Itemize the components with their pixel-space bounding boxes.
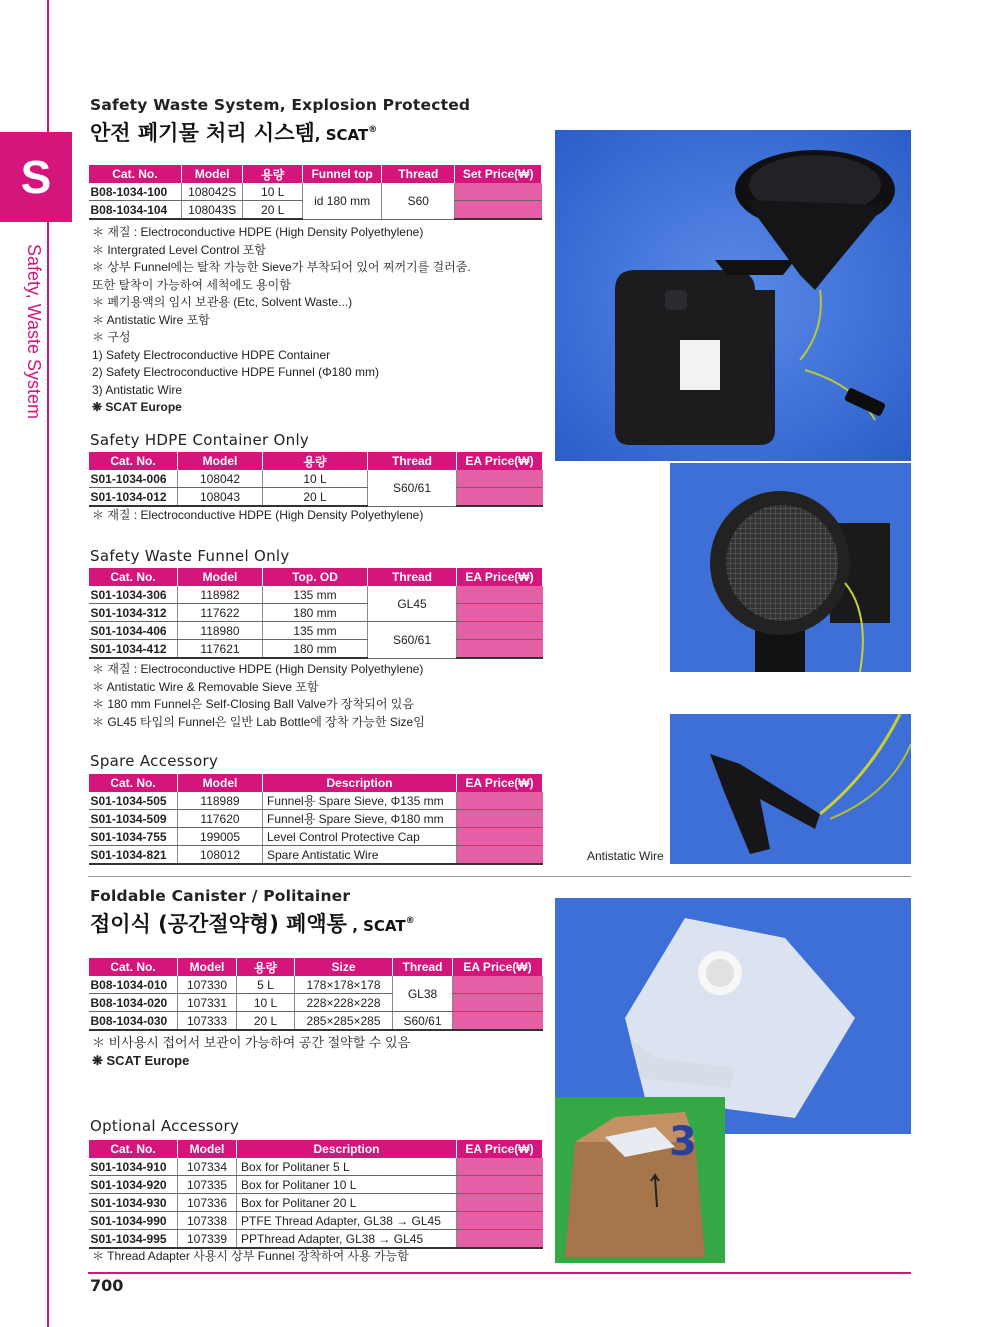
- col-price: EA Price(₩): [457, 774, 543, 792]
- model: 199005: [178, 828, 263, 846]
- capacity: 10 L: [237, 994, 295, 1012]
- table-row: [89, 1230, 543, 1249]
- sec1-title-kr: 안전 폐기물 처리 시스템, SCAT®: [90, 121, 378, 145]
- model: 107334: [178, 1158, 237, 1176]
- col-cat: Cat. No.: [89, 452, 178, 470]
- col-funnel-top: Funnel top: [302, 165, 381, 183]
- origin-note: ❋ SCAT Europe: [92, 1052, 190, 1068]
- model: 107335: [178, 1176, 237, 1194]
- table-row: [89, 976, 543, 994]
- model: 118982: [178, 586, 263, 604]
- description: PPThread Adapter, GL38 → GL45: [237, 1230, 457, 1249]
- price-cell: [457, 810, 543, 828]
- model: 108043: [178, 488, 263, 507]
- model: 108042: [178, 470, 263, 488]
- col-capacity: 용량: [237, 958, 295, 976]
- cat-no: B08-1034-030: [89, 1012, 178, 1031]
- table-row: [89, 1158, 543, 1176]
- note: ＊ Intergrated Level Control 포함: [92, 242, 266, 257]
- cat-no: S01-1034-755: [89, 828, 178, 846]
- cat-no: S01-1034-006: [89, 470, 178, 488]
- model: 118980: [178, 622, 263, 640]
- cat-no: S01-1034-505: [89, 792, 178, 810]
- price-cell: [457, 1158, 543, 1176]
- model: 108012: [178, 846, 263, 865]
- product-photo-box: [555, 1097, 725, 1263]
- cat-no: B08-1034-104: [89, 201, 182, 220]
- cat-no: S01-1034-920: [89, 1176, 178, 1194]
- price-cell: [457, 1230, 543, 1249]
- cat-no: S01-1034-995: [89, 1230, 178, 1249]
- col-thread: Thread: [393, 958, 453, 976]
- model: 107331: [178, 994, 237, 1012]
- model: 107333: [178, 1012, 237, 1031]
- table-row: [89, 828, 543, 846]
- description: Box for Politaner 10 L: [237, 1176, 457, 1194]
- note: ＊ GL45 타입의 Funnel은 일반 Lab Bottle에 장착 가능한 Size임: [92, 714, 425, 729]
- table-row: [89, 488, 543, 507]
- funnel-top: id 180 mm: [302, 183, 381, 219]
- model: 108042S: [181, 183, 243, 201]
- note: ＊ Antistatic Wire 포함: [92, 312, 210, 327]
- sec3-table: [88, 568, 543, 659]
- sec2-title: Safety HDPE Container Only: [90, 431, 310, 449]
- price-cell: [457, 640, 543, 659]
- col-price: EA Price(₩): [457, 568, 543, 586]
- col-cat: Cat. No.: [89, 774, 178, 792]
- price-cell: [453, 976, 543, 994]
- cat-no: S01-1034-821: [89, 846, 178, 865]
- col-description: Description: [237, 1140, 457, 1158]
- description: Box for Politaner 20 L: [237, 1194, 457, 1212]
- page-number: 700: [90, 1276, 124, 1295]
- note: ＊ 180 mm Funnel은 Self-Closing Ball Valve가 장착되어 있음: [92, 697, 414, 711]
- col-description: Description: [263, 774, 457, 792]
- capacity: 20 L: [263, 488, 368, 507]
- col-top-od: Top. OD: [263, 568, 368, 586]
- price-cell: [455, 201, 542, 220]
- col-cat: Cat. No.: [89, 1140, 178, 1158]
- note: 3) Antistatic Wire: [92, 382, 183, 397]
- price-cell: [457, 1176, 543, 1194]
- col-cat: Cat. No.: [89, 958, 178, 976]
- note: ＊ 재질 : Electroconductive HDPE (High Density Polyethylene): [92, 508, 424, 522]
- model: 107330: [178, 976, 237, 994]
- price-cell: [457, 470, 543, 488]
- note: 2) Safety Electroconductive HDPE Funnel (Φ180 mm): [92, 365, 380, 379]
- model: 117620: [178, 810, 263, 828]
- col-size: Size: [295, 958, 393, 976]
- description: Funnel용 Spare Sieve, Φ135 mm: [263, 792, 457, 810]
- top-od: 180 mm: [263, 640, 368, 659]
- product-photo-funnel-sieve: [670, 463, 911, 672]
- note: ＊ 상부 Funnel에는 탈착 가능한 Sieve가 부착되어 있어 찌꺼기를 걸러줌.: [92, 260, 471, 274]
- table-row: [89, 792, 543, 810]
- price-cell: [457, 604, 543, 622]
- note: 1) Safety Electroconductive HDPE Container: [92, 347, 331, 362]
- section-tab: S: [0, 132, 72, 222]
- price-cell: [457, 828, 543, 846]
- price-cell: [453, 1012, 543, 1031]
- sec2-table: [88, 452, 543, 507]
- top-od: 135 mm: [263, 586, 368, 604]
- thread: S60/61: [368, 622, 457, 659]
- sec1-notes: [92, 224, 471, 417]
- note: ＊ Thread Adapter 사용시 상부 Funnel 장착하여 사용 가능함: [92, 1249, 409, 1263]
- top-od: 180 mm: [263, 604, 368, 622]
- col-capacity: 용량: [263, 452, 368, 470]
- size: 285×285×285: [295, 1012, 393, 1031]
- table-row: [89, 1212, 543, 1230]
- table-row: [89, 640, 543, 659]
- model: 107339: [178, 1230, 237, 1249]
- sec4-table: [88, 774, 543, 865]
- cat-no: S01-1034-509: [89, 810, 178, 828]
- cat-no: S01-1034-306: [89, 586, 178, 604]
- table-row: [89, 810, 543, 828]
- capacity: 5 L: [237, 976, 295, 994]
- thread: S60/61: [368, 470, 457, 506]
- sec6-notes: [92, 1248, 409, 1266]
- price-cell: [453, 994, 543, 1012]
- description: PTFE Thread Adapter, GL38 → GL45: [237, 1212, 457, 1230]
- note: ＊ Antistatic Wire & Removable Sieve 포함: [92, 679, 319, 694]
- cat-no: S01-1034-312: [89, 604, 178, 622]
- table-row: [89, 846, 543, 865]
- model: 107338: [178, 1212, 237, 1230]
- sec3-title: Safety Waste Funnel Only: [90, 547, 290, 565]
- cat-no: S01-1034-990: [89, 1212, 178, 1230]
- col-capacity: 용량: [243, 165, 302, 183]
- cat-no: S01-1034-412: [89, 640, 178, 659]
- table-row: [89, 1012, 543, 1031]
- col-model: Model: [178, 1140, 237, 1158]
- col-thread: Thread: [368, 568, 457, 586]
- model: 118989: [178, 792, 263, 810]
- photo-caption: Antistatic Wire: [587, 849, 664, 863]
- capacity: 10 L: [263, 470, 368, 488]
- col-price: Set Price(₩): [455, 165, 542, 183]
- col-price: EA Price(₩): [453, 958, 543, 976]
- table-row: [89, 1176, 543, 1194]
- note: 또한 탈착이 가능하여 세척에도 용이함: [92, 277, 291, 292]
- cat-no: B08-1034-010: [89, 976, 178, 994]
- col-model: Model: [178, 568, 263, 586]
- description: Funnel용 Spare Sieve, Φ180 mm: [263, 810, 457, 828]
- note: ＊ 재질 : Electroconductive HDPE (High Density Polyethylene): [92, 225, 424, 239]
- sec5-title-kr: 접이식 (공간절약형) 폐액통 , SCAT®: [90, 912, 415, 936]
- product-photo-container-funnel: [555, 130, 911, 461]
- capacity: 20 L: [243, 201, 302, 220]
- product-photo-antistatic-wire: [670, 714, 911, 864]
- description: Box for Politaner 5 L: [237, 1158, 457, 1176]
- sec6-table: [88, 1140, 543, 1249]
- table-row: [89, 1194, 543, 1212]
- description: Level Control Protective Cap: [263, 828, 457, 846]
- note: ＊ 폐기용액의 임시 보관용 (Etc, Solvent Waste...): [92, 295, 353, 309]
- box-number: 3: [669, 1119, 697, 1165]
- note: ＊ 재질 : Electroconductive HDPE (High Density Polyethylene): [92, 662, 424, 676]
- price-cell: [455, 183, 542, 201]
- cat-no: S01-1034-406: [89, 622, 178, 640]
- col-cat: Cat. No.: [89, 165, 182, 183]
- description: Spare Antistatic Wire: [263, 846, 457, 865]
- price-cell: [457, 1212, 543, 1230]
- cat-no: B08-1034-100: [89, 183, 182, 201]
- model: 108043S: [181, 201, 243, 220]
- section-divider: [88, 876, 911, 877]
- price-cell: [457, 622, 543, 640]
- model: 117622: [178, 604, 263, 622]
- col-price: EA Price(₩): [457, 452, 543, 470]
- capacity: 20 L: [237, 1012, 295, 1031]
- note: ＊ 비사용시 접어서 보관이 가능하여 공간 절약할 수 있음: [92, 1035, 411, 1050]
- sec3-notes: [92, 661, 425, 731]
- table-row: [89, 586, 543, 604]
- table-row: [89, 470, 543, 488]
- side-label: Safety, Waste System: [24, 244, 44, 420]
- model: 117621: [178, 640, 263, 659]
- origin-note: ❋ SCAT Europe: [92, 400, 182, 414]
- note: ＊ 구성: [92, 330, 131, 344]
- price-cell: [457, 846, 543, 865]
- sec6-title: Optional Accessory: [90, 1117, 240, 1135]
- thread: S60: [382, 183, 455, 219]
- cat-no: S01-1034-012: [89, 488, 178, 507]
- col-thread: Thread: [382, 165, 455, 183]
- table-row: [89, 183, 542, 201]
- col-model: Model: [181, 165, 243, 183]
- sec4-title: Spare Accessory: [90, 752, 219, 770]
- sec1-title-en: Safety Waste System, Explosion Protected: [90, 96, 471, 114]
- col-price: EA Price(₩): [457, 1140, 543, 1158]
- cat-no: S01-1034-930: [89, 1194, 178, 1212]
- size: 228×228×228: [295, 994, 393, 1012]
- capacity: 10 L: [243, 183, 302, 201]
- col-model: Model: [178, 958, 237, 976]
- sec2-notes: [92, 507, 423, 525]
- model: 107336: [178, 1194, 237, 1212]
- table-row: [89, 622, 543, 640]
- size: 178×178×178: [295, 976, 393, 994]
- col-thread: Thread: [368, 452, 457, 470]
- thread: GL45: [368, 586, 457, 622]
- col-model: Model: [178, 452, 263, 470]
- top-od: 135 mm: [263, 622, 368, 640]
- price-cell: [457, 488, 543, 507]
- sec5-title-en: Foldable Canister / Politainer: [90, 887, 351, 905]
- footer-rule: [88, 1272, 911, 1274]
- thread: S60/61: [393, 1012, 453, 1031]
- col-cat: Cat. No.: [89, 568, 178, 586]
- price-cell: [457, 586, 543, 604]
- thread: GL38: [393, 976, 453, 1012]
- price-cell: [457, 792, 543, 810]
- table-row: [89, 604, 543, 622]
- table-row: [89, 994, 543, 1012]
- col-model: Model: [178, 774, 263, 792]
- sec5-notes: [92, 1034, 410, 1069]
- price-cell: [457, 1194, 543, 1212]
- sec5-table: [88, 958, 543, 1031]
- cat-no: B08-1034-020: [89, 994, 178, 1012]
- sec1-table: [88, 165, 542, 220]
- cat-no: S01-1034-910: [89, 1158, 178, 1176]
